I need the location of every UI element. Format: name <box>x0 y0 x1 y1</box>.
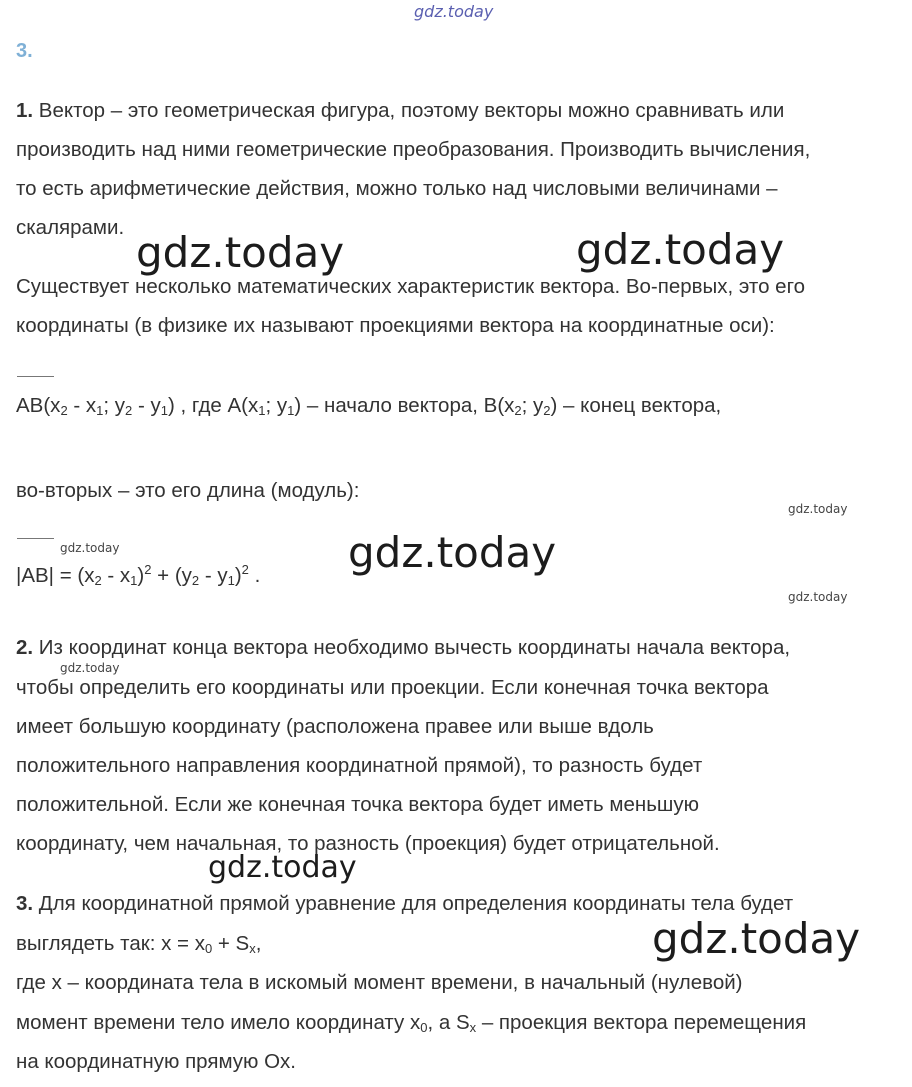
p1b-line2: координаты (в физике их называют проекциями вектора на координатные оси): <box>16 314 775 337</box>
watermark-big-1: gdz.today <box>136 228 345 277</box>
p2-line3: имеет большую координату (расположена правее или выше вдоль <box>16 715 654 738</box>
p1-number: 1. <box>16 99 34 122</box>
p1-line1 <box>16 91 784 130</box>
p1-line1-text: Вектор – это геометрическая фигура, поэтому векторы можно сравнивать или <box>33 99 785 122</box>
p1b-line1: Существует несколько математических характеристик вектора. Во-первых, это его <box>16 275 806 298</box>
watermark-top: gdz.today <box>414 2 494 21</box>
p1-line3: то есть арифметические действия, можно только над числовыми величинами – <box>16 177 778 200</box>
p2-line6: координату, чем начальная, то разность (проекция) будет отрицательной. <box>16 832 720 855</box>
vector-bar-1 <box>17 376 54 377</box>
watermark-big-4: gdz.today <box>652 914 861 963</box>
vector-bar-2 <box>17 538 54 539</box>
watermark-small-1: gdz.today <box>788 502 848 516</box>
formula-coordinates: $AB(x_2 - x_1$; $y_2 - y_1$) , где $A(x_1$; $y_1$) – начало вектора, $B(x_2$; $y_2$) – конец вектора, <box>16 394 722 418</box>
p2-line2: чтобы определить его координаты или проекции. Если конечная точка вектора <box>16 676 769 699</box>
p3-line4: момент времени тело имело координату $x_0$, а $S_x$ – проекция вектора перемещения <box>16 1011 807 1035</box>
watermark-mid-1: gdz.today <box>208 850 357 885</box>
p2-line5: положительной. Если же конечная точка вектора будет иметь меньшую <box>16 793 699 816</box>
p1-line4: скалярами. <box>16 216 125 239</box>
watermark-small-2: gdz.today <box>60 541 120 555</box>
p2-number: 2. <box>16 636 34 659</box>
p3-line1-text: Для координатной прямой уравнение для определения координаты тела будет <box>33 892 794 915</box>
p3-line5: на координатную прямую Ox. <box>16 1050 296 1073</box>
formula-length: $|AB| = (x_2 - x_1)^2 + (y_2 - y_1)^2$ . <box>16 562 261 588</box>
watermark-small-3: gdz.today <box>788 590 848 604</box>
p3-line3: где x – координата тела в искомый момент времени, в начальный (нулевой) <box>16 971 743 994</box>
p1c-line: во-вторых – это его длина (модуль): <box>16 479 360 502</box>
watermark-big-3: gdz.today <box>348 528 557 577</box>
p3-number: 3. <box>16 892 34 915</box>
watermark-big-2: gdz.today <box>576 225 785 274</box>
p1-line2: производить над ними геометрические преобразования. Производить вычисления, <box>16 138 811 161</box>
p2-line1 <box>16 628 790 667</box>
task-number: 3. <box>16 40 33 62</box>
p3-line2: выглядеть так: $x = x_0 + S_x$, <box>16 932 262 956</box>
p2-line4: положительного направления координатной прямой), то разность будет <box>16 754 703 777</box>
p2-line1-text: Из координат конца вектора необходимо вычесть координаты начала вектора, <box>33 636 791 659</box>
watermark-small-4: gdz.today <box>60 661 120 675</box>
